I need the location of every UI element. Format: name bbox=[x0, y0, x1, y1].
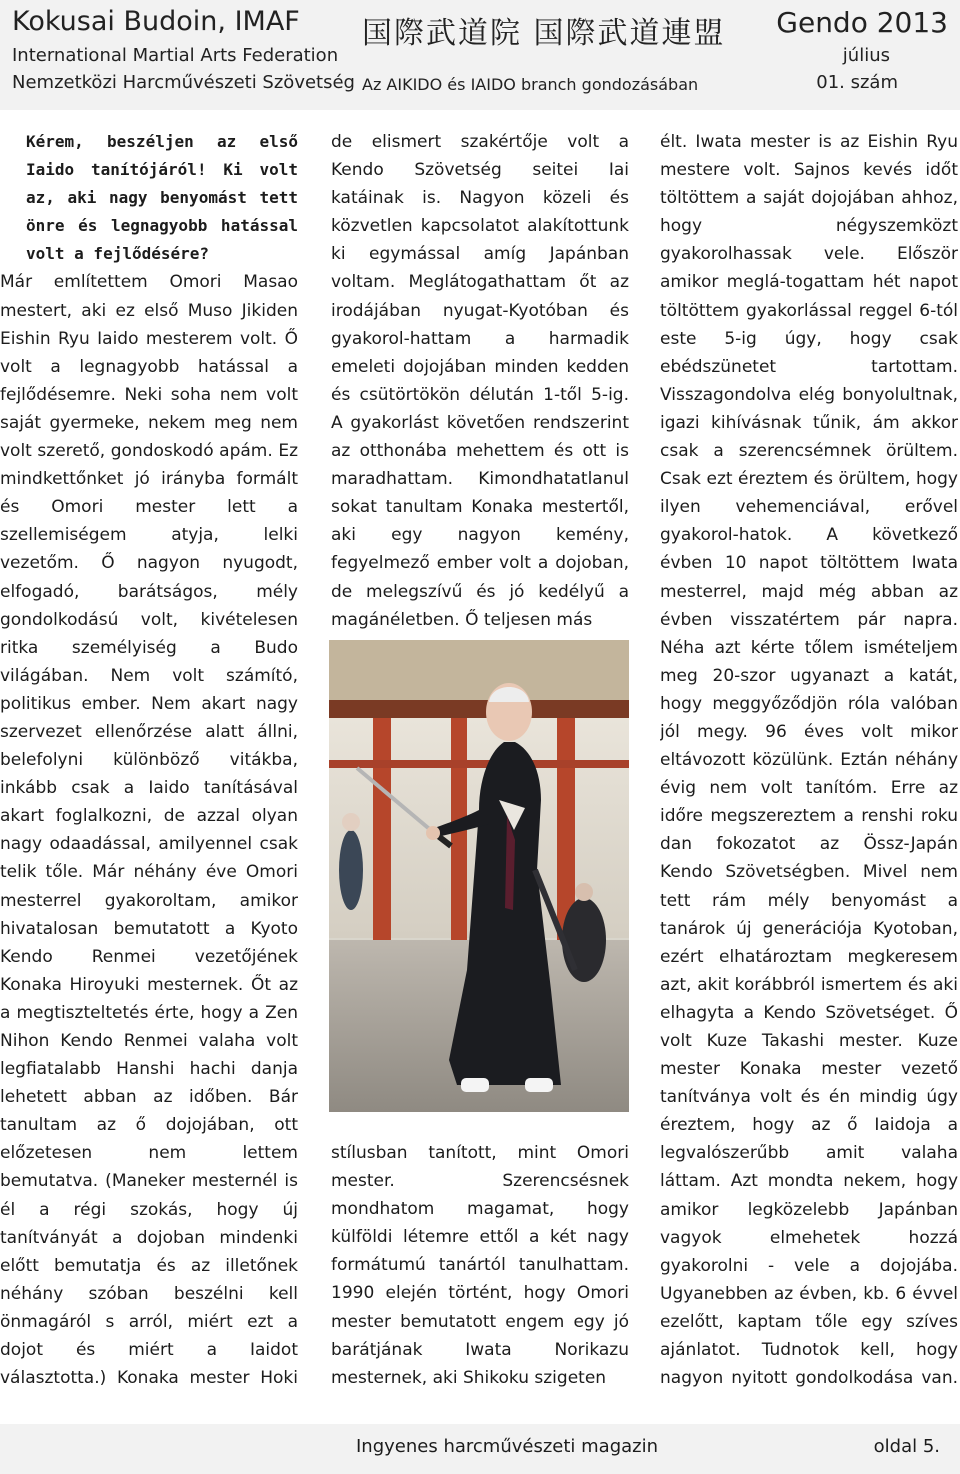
org-hungarian-name: Nemzetközi Harcművészeti Szövetség bbox=[12, 72, 355, 93]
masthead bbox=[0, 0, 960, 110]
column-2-bottom-text: stílusban tanított, mint Omori mester. Szerencsésnek mondhatom magamat, hogy külföldi létemre ettől a két nagy formátumú tanártól tanulhattam. 1990 elején történt, hogy Omori mester bemutatott engem egy jó barátjának Iwata Norikazu mesternek, aki Shikoku szigeten bbox=[331, 1143, 629, 1388]
branch-line: Az AIKIDO és IAIDO branch gondozásában bbox=[362, 75, 699, 94]
page-footer bbox=[0, 1424, 960, 1474]
org-title: Kokusai Budoin, IMAF bbox=[12, 6, 300, 37]
issue-month: július bbox=[842, 45, 890, 66]
org-japanese-name: 国際武道院 国際武道連盟 bbox=[362, 16, 726, 51]
article-column-1 bbox=[0, 128, 298, 1396]
iaido-master-photo bbox=[329, 640, 629, 1112]
column-2-top-text: de elismert szakértője volt a Kendo Szövetség seitei Iai katáinak is. Nagyon közeli és közvetlen kapcsolatot alakítottunk ki egymással amíg Japánban voltam. Meglátogathattam őt az irodájában nyugat-Kyotóban és gyakorol-hattam a harmadik emeleti dojojában minden kedden és csütörtökön délután 1-től 5-ig. A gyakorlást követően rendszerint az otthonába mehettem és ott is maradhattam. Kimondhatatlanul sokat tanultam Konaka mestertől, aki egy nagyon kemény, fegyelmező ember volt a dojoban, de melegszívű és jó kedélyű a magánéletben. Ő teljesen más bbox=[331, 132, 629, 630]
issue-year: Gendo 2013 bbox=[776, 6, 948, 39]
article-column-2-bottom bbox=[331, 1139, 629, 1396]
issue-number: 01. szám bbox=[816, 72, 898, 93]
column-1-text: Már említettem Omori Masao mestert, aki ez első Muso Jikiden Eishin Ryu Iaido mesterem volt. Ő volt a legnagyobb hatással a fejlődésemre. Neki soha nem volt saját gyermeke, nekem meg nem volt szerető, gondoskodó apám. Ez mindkettőnket jó irányba formált és Omori mester lett a szellemiségem atyja, lelki vezetőm. Ő nagyon nyugodt, elfogadó, barátságos, mély gondolkodású volt, kivételesen ritka személyiség a Budo világában. Nem volt számító, politikus ember. Nem akart nagy szervezet ellenőrzése alatt állni, belefolyni különböző vitákba, inkább csak a Iaido tanításával akart foglalkozni, de azzal olyan nagy odaadással, amilyennel csak telik tőle. Már néhány éve Omori mesterrel gyakoroltam, amikor hivatalosan bemutatott a Kyoto Kendo Renmei vezetőjének Konaka Hiroyuki mesternek. Őt az a megtiszteltetés érte, hogy a Zen Nihon Kendo Renmei valaha volt legfiatalabb Hanshi hachi danja lehetett abban az időben. Bár tanultam az ő dojojában, ott előzetesen nem lettem bemutatva. (Maneker mesternél is él a régi szokás, hogy új tanítványát a dojoban mindenki előtt bemutatja és az illetőnek néhány szóban beszélni kell önmagáról s arról, miért ezt a dojot és miért a Iaidot választotta.) Konaka mester Hoki bbox=[0, 272, 298, 1389]
article-column-2-top bbox=[331, 128, 629, 636]
interview-question: Kérem, beszéljen az első Iaido tanítójáról! Ki volt az, aki nagy benyomást tett önre és legnagyobb hatással volt a fejlődésére? bbox=[26, 132, 298, 264]
article-column-3 bbox=[660, 128, 958, 1396]
column-3-text: élt. Iwata mester is az Eishin Ryu mestere volt. Sajnos kevés időt töltöttem a saját dojojában ahhoz, hogy négyszemközt gyakorolhassak vele. Először amikor meglá-togattam hét napot töltöttem gyakorlással reggel 6-tól este 5-ig úgy, hogy csak ebédszünetet tartottam. Visszagondolva elég bonyolultnak, igazi kihívásnak tűnik, ám akkor csak a szerencsémnek örültem. Csak ezt éreztem és örültem, hogy ilyen vehemenciával, erővel gyakorol-hatok. A következő évben 10 napot töltöttem Iwata mesterrel, majd még abban az évben visszatértem pár napra. Néha azt kérte tőlem ismételjem meg 20-szor ugyanazt a katát, hogy meggyőződjön róla valóban jól megy. 96 éves volt mikor eltávozott közülünk. Eztán néhány évig nem volt tanítóm. Erre az időre megszereztem a renshi roku dan fokozatot az Össz-Japán Kendo Szövetségben. Mivel nem tett rám mély benyomást a tanárok új generációja Kyotoban, ezért elhatároztam megkeresem azt, akit korábbról ismertem és aki elhagyta a Kendo Szövetséget. Ő volt Kuze Takashi mester. Kuze mester Konaka mester vezető tanítványa volt és én mindig úgy éreztem, hogy az ő Iaidoja a legvalószerűbb amit valaha láttam. Azt mondta nekem, hogy amikor legközelebb Japánban vagyok elmehetek hozzá gyakorolni - vele a dojojába. Ugyanebben az évben, kb. 6 évvel ezelőtt, kaptam tőle egy szíves ajánlatot. Tudnotok kell, hogy nagyon nyitott gondolkodása van. bbox=[660, 132, 958, 1389]
page-number: oldal 5. bbox=[873, 1436, 940, 1457]
footer-tagline: Ingyenes harcművészeti magazin bbox=[356, 1436, 659, 1457]
org-english-name: International Martial Arts Federation bbox=[12, 45, 339, 66]
